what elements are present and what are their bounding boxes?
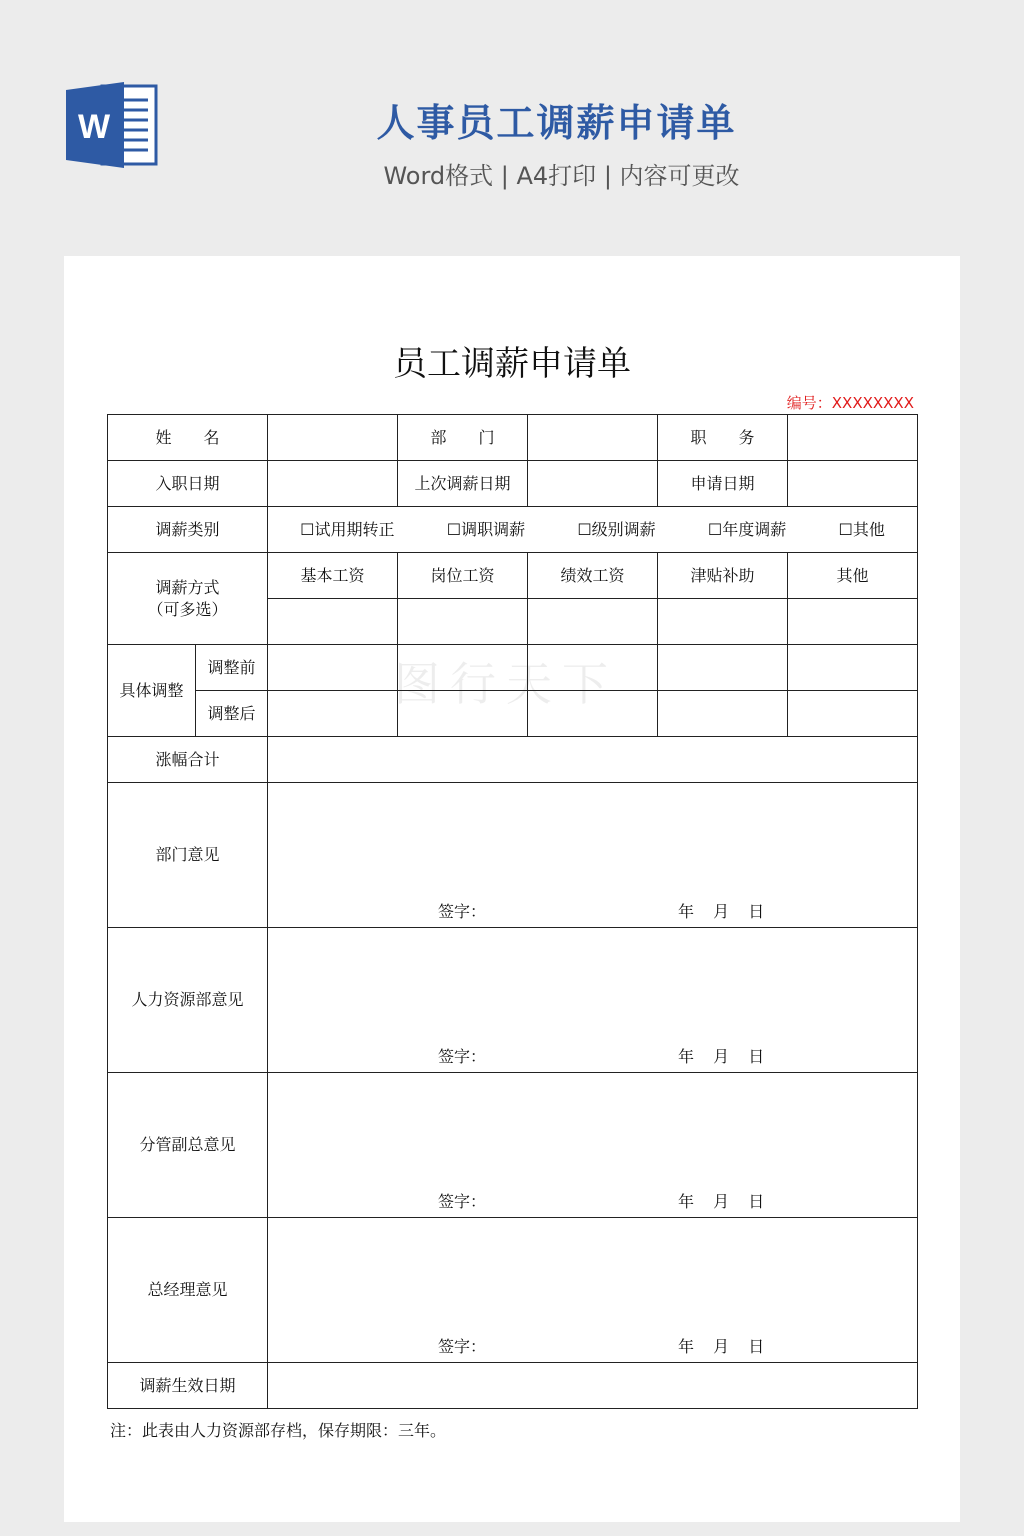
method-base-salary: 基本工资: [268, 553, 398, 599]
field-after-3[interactable]: [528, 691, 658, 737]
document-sheet: [64, 256, 960, 1522]
field-before-5[interactable]: [788, 645, 918, 691]
sign-label: 签字：: [438, 1192, 487, 1211]
sign-label: 签字：: [438, 1337, 487, 1356]
field-effective-date[interactable]: [268, 1363, 918, 1409]
field-hire-date[interactable]: [268, 461, 398, 507]
checkbox-level[interactable]: ☐级别调薪: [577, 519, 656, 539]
field-after-2[interactable]: [398, 691, 528, 737]
row-total-increase: [108, 737, 918, 783]
field-apply-date[interactable]: [788, 461, 918, 507]
header-title: 人事员工调薪申请单: [376, 101, 737, 145]
field-method-3[interactable]: [528, 599, 658, 645]
field-after-5[interactable]: [788, 691, 918, 737]
label-dept-opinion: 部门意见: [108, 783, 268, 928]
field-gm-opinion[interactable]: [268, 1218, 918, 1363]
label-total-increase: 涨幅合计: [108, 737, 268, 783]
salary-form-table: [107, 414, 918, 1409]
field-dept-opinion[interactable]: [268, 783, 918, 928]
row-dept-opinion: [108, 783, 918, 928]
date-label: 年 月 日: [678, 1192, 765, 1211]
document-title: 员工调薪申请单: [393, 344, 631, 384]
label-vp-opinion: 分管副总意见: [108, 1073, 268, 1218]
footnote: 注：此表由人力资源部存档，保存期限：三年。: [110, 1421, 447, 1440]
label-name: 姓 名: [108, 415, 268, 461]
serial-number: 编号：XXXXXXXX: [786, 394, 914, 412]
field-before-2[interactable]: [398, 645, 528, 691]
field-method-1[interactable]: [268, 599, 398, 645]
label-hr-opinion: 人力资源部意见: [108, 928, 268, 1073]
field-before-3[interactable]: [528, 645, 658, 691]
field-dept[interactable]: [528, 415, 658, 461]
adjust-type-options: [268, 507, 918, 553]
checkbox-transfer[interactable]: ☐调职调薪: [446, 519, 526, 539]
method-performance-salary: 绩效工资: [528, 553, 658, 599]
label-adjust-method: [108, 553, 268, 645]
field-method-2[interactable]: [398, 599, 528, 645]
field-after-1[interactable]: [268, 691, 398, 737]
row-vp-opinion: [108, 1073, 918, 1218]
field-position[interactable]: [788, 415, 918, 461]
word-logo-letter: W: [77, 108, 111, 146]
watermark: 图行天下: [394, 657, 618, 711]
row-adjust-method-header: [108, 553, 918, 599]
field-after-4[interactable]: [658, 691, 788, 737]
label-apply-date: 申请日期: [658, 461, 788, 507]
label-last-adjust: 上次调薪日期: [398, 461, 528, 507]
row-dates: [108, 461, 918, 507]
label-position: 职 务: [658, 415, 788, 461]
method-post-salary: 岗位工资: [398, 553, 528, 599]
label-effective-date: 调薪生效日期: [108, 1363, 268, 1409]
label-adjust-type: 调薪类别: [108, 507, 268, 553]
field-before-1[interactable]: [268, 645, 398, 691]
field-total-increase[interactable]: [268, 737, 918, 783]
row-basic-info: [108, 415, 918, 461]
label-specific-adjust: 具体调整: [108, 645, 196, 737]
label-hire-date: 入职日期: [108, 461, 268, 507]
date-label: 年 月 日: [678, 1337, 765, 1356]
field-name[interactable]: [268, 415, 398, 461]
row-adjust-type: [108, 507, 918, 553]
row-effective-date: [108, 1363, 918, 1409]
field-method-4[interactable]: [658, 599, 788, 645]
sign-label: 签字：: [438, 902, 487, 921]
row-gm-opinion: [108, 1218, 918, 1363]
label-dept: 部 门: [398, 415, 528, 461]
label-adjust-method-line1: 调薪方式: [155, 577, 220, 597]
label-adjust-method-line2: （可多选）: [147, 599, 228, 619]
label-before: 调整前: [196, 645, 268, 691]
field-last-adjust[interactable]: [528, 461, 658, 507]
row-adjust-before: [108, 645, 918, 691]
label-after: 调整后: [196, 691, 268, 737]
row-adjust-after: [108, 691, 918, 737]
field-hr-opinion[interactable]: [268, 928, 918, 1073]
field-method-5[interactable]: [788, 599, 918, 645]
date-label: 年 月 日: [678, 1047, 765, 1066]
checkbox-probation[interactable]: ☐试用期转正: [300, 519, 395, 539]
sign-label: 签字：: [438, 1047, 487, 1066]
field-before-4[interactable]: [658, 645, 788, 691]
field-vp-opinion[interactable]: [268, 1073, 918, 1218]
row-hr-opinion: [108, 928, 918, 1073]
header-subtitle: Word格式 | A4打印 | 内容可更改: [383, 162, 740, 190]
method-other: 其他: [788, 553, 918, 599]
label-gm-opinion: 总经理意见: [108, 1218, 268, 1363]
checkbox-annual[interactable]: ☐年度调薪: [707, 519, 787, 539]
method-allowance: 津贴补助: [658, 553, 788, 599]
checkbox-other[interactable]: ☐其他: [838, 519, 885, 539]
date-label: 年 月 日: [678, 902, 765, 921]
